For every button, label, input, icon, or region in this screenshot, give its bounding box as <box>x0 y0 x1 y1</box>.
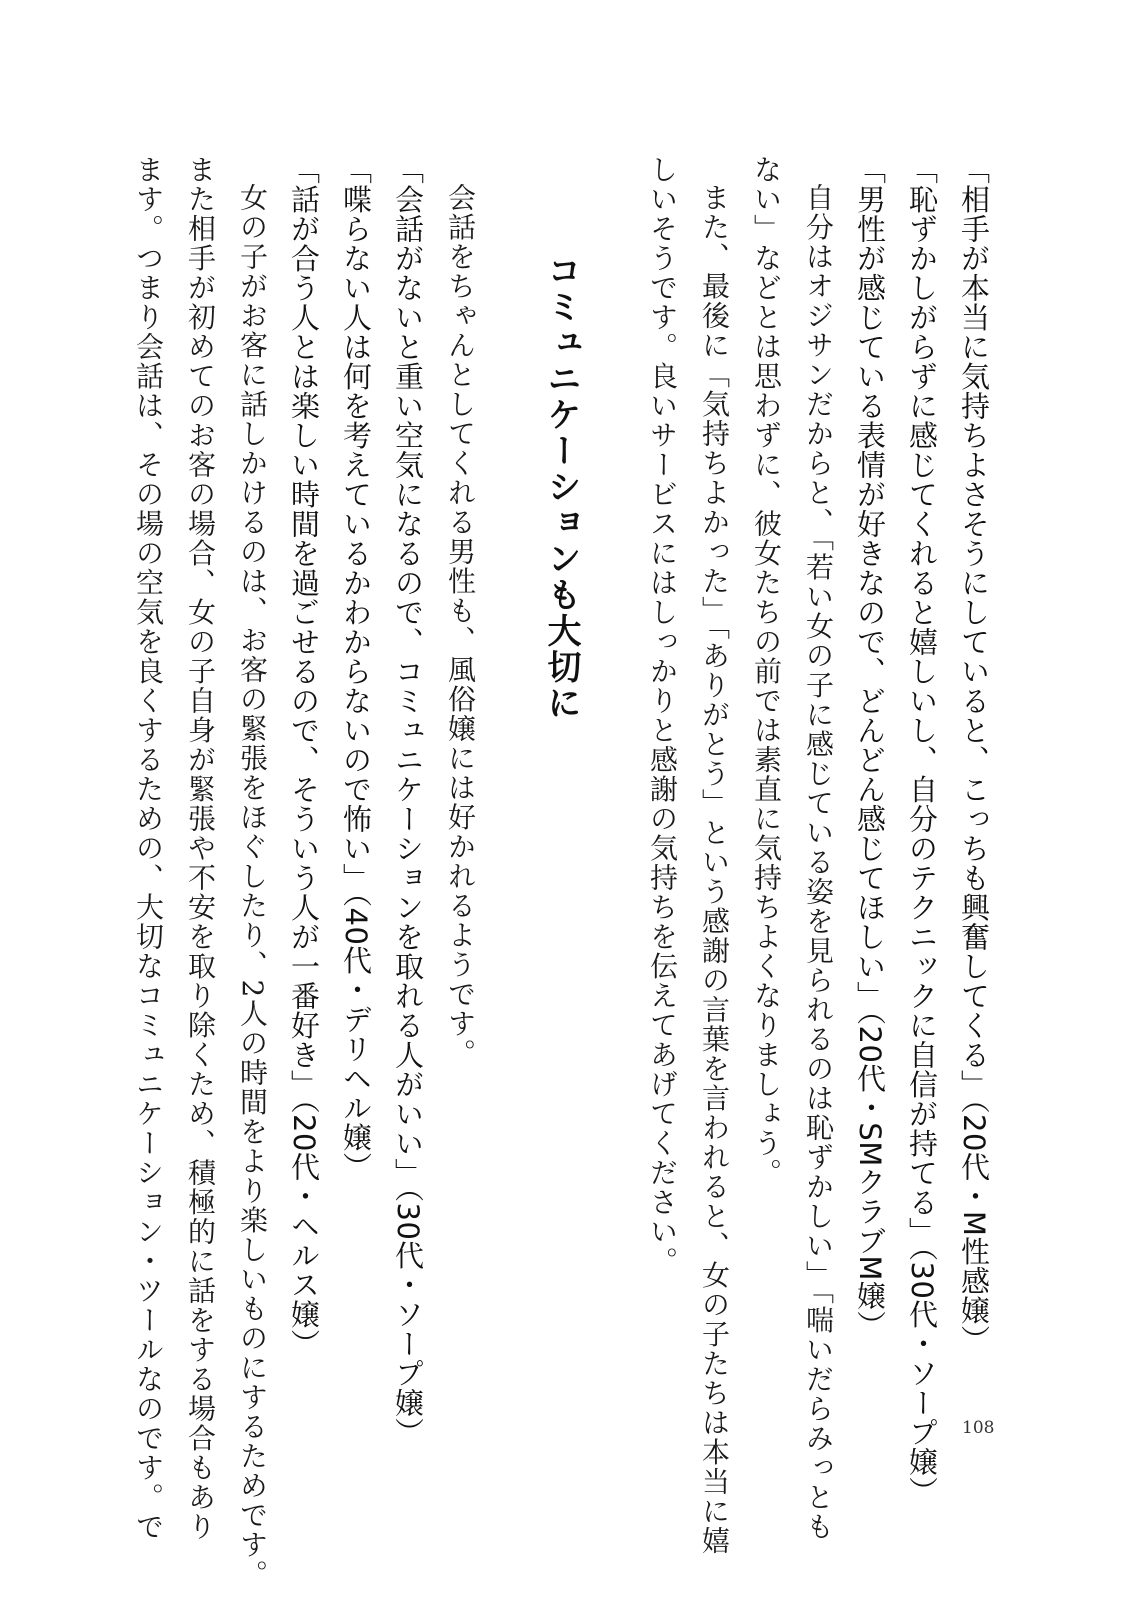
page-number: 108 <box>962 1418 995 1438</box>
quote-line: 「男性が感じている表情が好きなので、どんどん感じてほしい」（20代・SMクラブM嬢） <box>853 155 887 1340</box>
quote-line: 「相手が本当に気持ちよさそうにしていると、こっちも興奮してくる」（20代・M性感嬢） <box>957 155 991 1355</box>
paragraph-line: また、最後に「気持ちよかった」「ありがとう」という感謝の言葉を言われると、女の子たちは本当に嬉 <box>698 183 731 1556</box>
paragraph-line: 自分はオジサンだからと、「若い女の子に感じている姿を見られるのは恥ずかしい」「喘いだらみっとも <box>802 183 835 1542</box>
paragraph-line: ない」などとは思わずに、彼女たちの前では素直に気持ちよくなりましょう。 <box>750 155 783 1188</box>
paragraph-line: 女の子がお客に話しかけるのは、お客の緊張をほぐしたり、2人の時間をより楽しいものにするためです。 <box>236 183 269 1589</box>
quote-line: 「話が合う人とは楽しい時間を過ごせるので、そういう人が一番好き」（20代・ヘルス嬢） <box>287 155 321 1359</box>
paragraph-line: また相手が初めてのお客の場合、女の子自身が緊張や不安を取り除くため、積極的に話をする場合もあり <box>184 155 217 1542</box>
spacer <box>486 155 526 1235</box>
paragraph-line: しいそうです。良いサービスにはしっかりと感謝の気持ちを伝えてあげてください。 <box>646 155 679 1276</box>
spacer <box>596 155 636 1235</box>
paragraph-line: ます。つまり会話は、その場の空気を良くするための、大切なコミュニケーション・ツールなのです。で <box>132 155 165 1542</box>
quote-line: 「恥ずかしがらずに感じてくれると嬉しいし、自分のテクニックに自信が持てる」（30代・ソープ嬢） <box>905 155 939 1506</box>
paragraph-line: 会話をちゃんとしてくれる男性も、風俗嬢には好かれるようです。 <box>444 183 477 1068</box>
quote-line: 「会話がないと重い空気になるので、コミュニケーションを取れる人がいい」（30代・ソープ嬢） <box>391 155 425 1447</box>
quote-line: 「喋らない人は何を考えているかわからないので怖い」（40代・デリヘル嬢） <box>339 155 373 1182</box>
section-heading: コミュニケーションも大切に <box>541 253 581 721</box>
